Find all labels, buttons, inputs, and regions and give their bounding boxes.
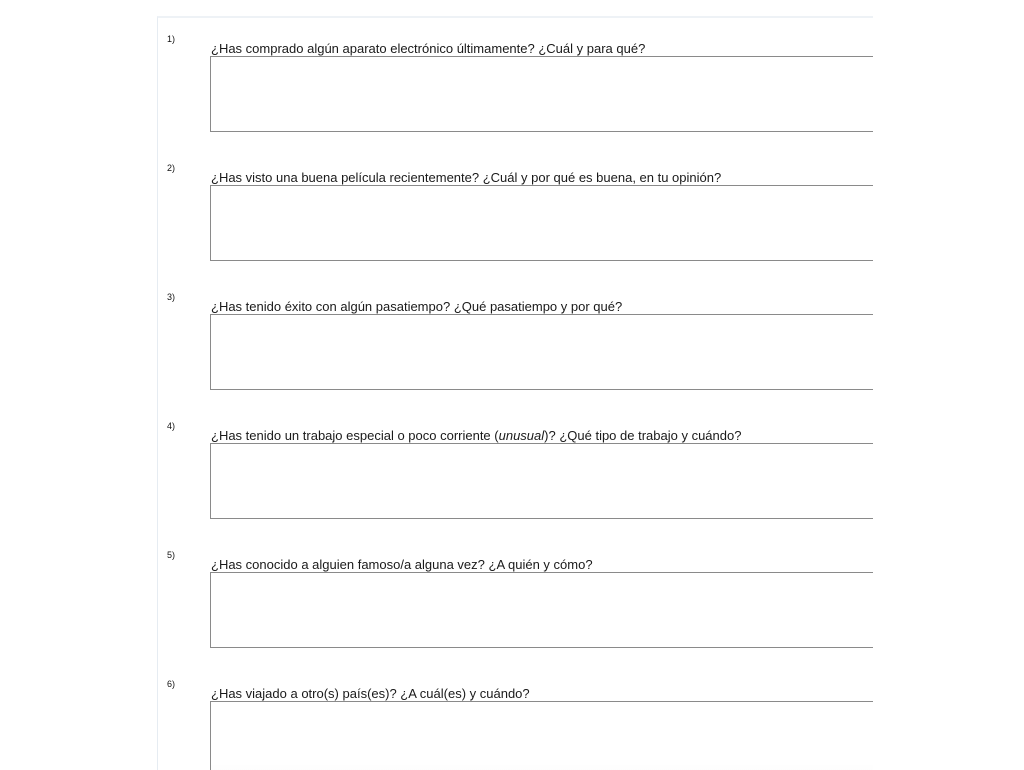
question-text-end: )? ¿Qué tipo de trabajo y cuándo?: [544, 428, 742, 443]
question-text: ¿Has conocido a alguien famoso/a alguna vez? ¿A quién y cómo?: [211, 557, 593, 572]
answer-box-4[interactable]: [210, 443, 873, 519]
question-number: 3): [167, 292, 176, 302]
question-text: ¿Has visto una buena película recientemente? ¿Cuál y por qué es buena, en tu opinión?: [211, 170, 722, 185]
question-text: ¿Has viajado a otro(s) país(es)? ¿A cuál(es) y cuándo?: [211, 686, 530, 701]
question-number: 1): [167, 34, 176, 44]
question-text-italic: unusual: [498, 428, 545, 443]
page-edge-marker: [188, 16, 189, 18]
answer-box-5[interactable]: [210, 572, 873, 648]
question-3: [158, 292, 873, 402]
question-text: ¿Has tenido éxito con algún pasatiempo? ¿Qué pasatiempo y por qué?: [211, 299, 623, 314]
question-number: 5): [167, 550, 176, 560]
question-number: 6): [167, 679, 176, 689]
question-text-start: ¿Has tenido un trabajo especial o poco corriente (: [211, 428, 499, 443]
question-6: [158, 679, 873, 770]
worksheet-page: [157, 16, 873, 770]
question-text: [211, 428, 741, 443]
question-2: [158, 163, 873, 273]
question-4: [158, 421, 873, 531]
question-number: 4): [167, 421, 176, 431]
question-1: [158, 34, 873, 144]
question-5: [158, 550, 873, 660]
answer-box-6[interactable]: [210, 701, 873, 770]
question-text: ¿Has comprado algún aparato electrónico últimamente? ¿Cuál y para qué?: [211, 41, 646, 56]
answer-box-1[interactable]: [210, 56, 873, 132]
answer-box-3[interactable]: [210, 314, 873, 390]
question-number: 2): [167, 163, 176, 173]
answer-box-2[interactable]: [210, 185, 873, 261]
